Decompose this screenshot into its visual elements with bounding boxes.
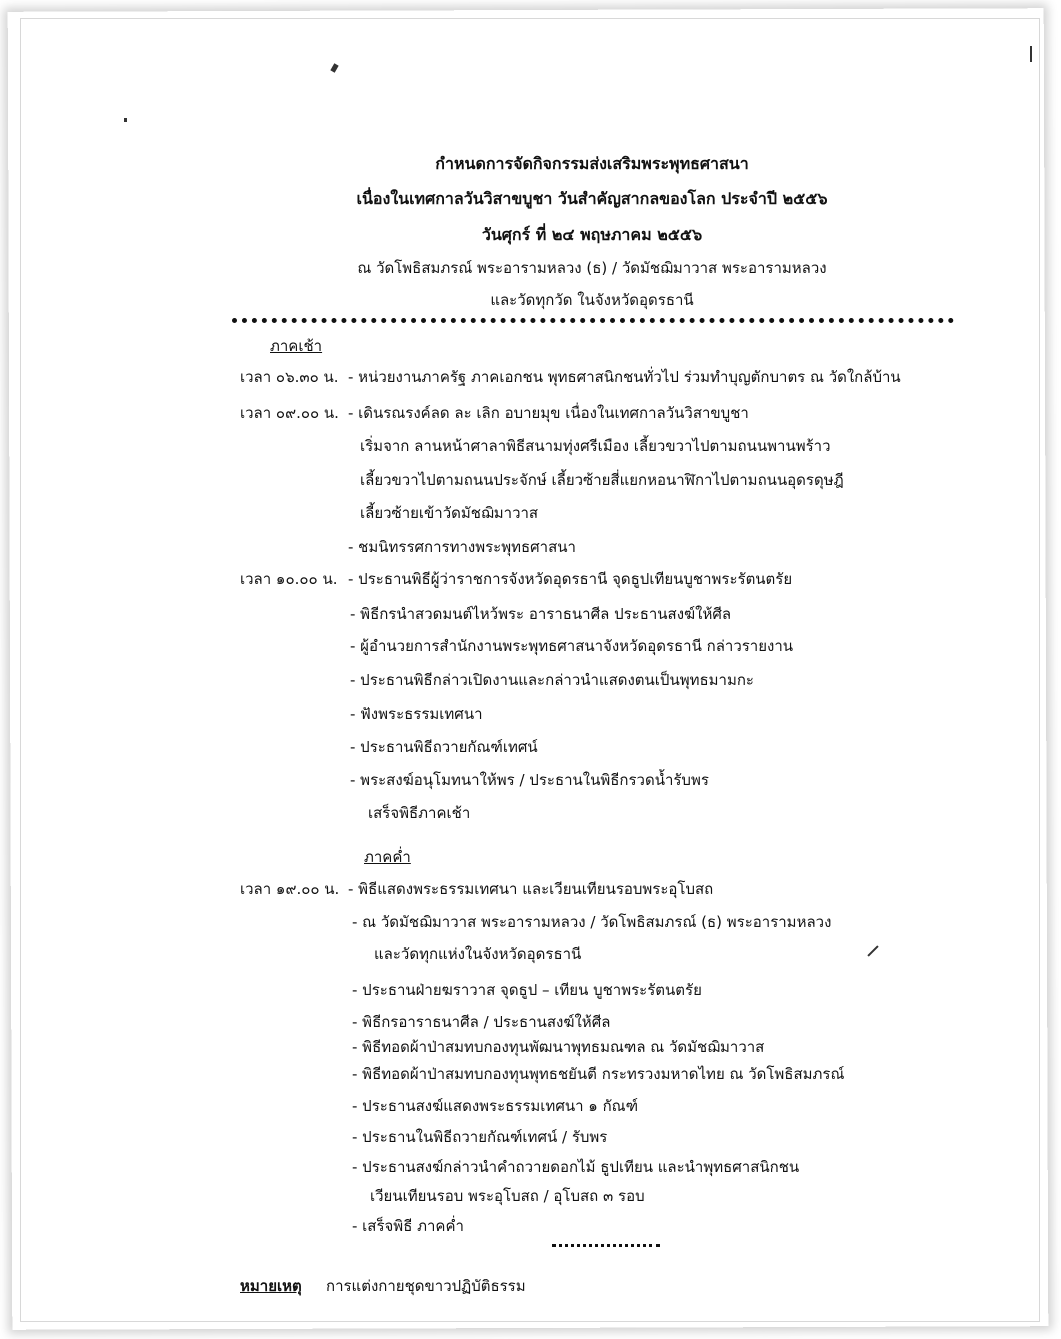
agenda-item: - ประธานในพิธีถวายกัณฑ์เทศน์ / รับพร [352, 1128, 608, 1146]
agenda-item: เวียนเทียนรอบ พระอุโบสถ / อุโบสถ ๓ รอบ [370, 1187, 645, 1205]
time-label: เวลา ๑๐.๐๐ น. [240, 570, 338, 588]
agenda-item: - พิธีกรนำสวดมนต์ไหว้พระ อาราธนาศีล ประธานสงฆ์ให้ศีล [350, 605, 732, 623]
section-heading-morning: ภาคเช้า [270, 337, 323, 355]
time-label: เวลา ๑๙.๐๐ น. [240, 880, 340, 898]
doc-title-line-3: วันศุกร์ ที่ ๒๔ พฤษภาคม ๒๕๕๖ [481, 225, 703, 244]
agenda-item: เลี้ยวขวาไปตามถนนประจักษ์ เลี้ยวซ้ายสี่แยกหอนาฬิกาไปตามถนนอุดรดุษฎี [360, 471, 844, 489]
agenda-item: - ประธานฝ่ายฆราวาส จุดธูป – เทียน บูชาพระรัตนตรัย [352, 981, 702, 999]
doc-title-line-4: ณ วัดโพธิสมภรณ์ พระอารามหลวง (ธ) / วัดมัชฌิมาวาส พระอารามหลวง [357, 259, 827, 277]
dotted-end-mark [552, 1244, 660, 1247]
agenda-item: - พิธีกรอาราธนาศีล / ประธานสงฆ์ให้ศีล [352, 1013, 611, 1031]
dotted-separator [232, 318, 954, 323]
note-label: หมายเหตุ [240, 1277, 302, 1295]
section-heading-evening: ภาคค่ำ [364, 848, 411, 866]
doc-title-line-2: เนื่องในเทศกาลวันวิสาขบูชา วันสำคัญสากลของโลก ประจำปี ๒๕๕๖ [356, 189, 828, 208]
agenda-item: เลี้ยวซ้ายเข้าวัดมัชฌิมาวาส [360, 504, 539, 522]
agenda-item: - พระสงฆ์อนุโมทนาให้พร / ประธานในพิธีกรวดน้ำรับพร [350, 771, 709, 789]
agenda-item: - ชมนิทรรศการทางพระพุทธศาสนา [348, 538, 576, 556]
agenda-item: - ฟังพระธรรมเทศนา [350, 705, 483, 723]
time-label: เวลา ๐๖.๓๐ น. [240, 368, 339, 386]
agenda-item: เริ่มจาก ลานหน้าศาลาพิธีสนามทุ่งศรีเมือง เลี้ยวขวาไปตามถนนพานพร้าว [360, 437, 831, 455]
agenda-item: - ณ วัดมัชฌิมาวาส พระอารามหลวง / วัดโพธิสมภรณ์ (ธ) พระอารามหลวง [352, 913, 832, 931]
agenda-item: - ประธานพิธีกล่าวเปิดงานและกล่าวนำแสดงตนเป็นพุทธมามกะ [350, 671, 754, 689]
agenda-item: - พิธีทอดผ้าป่าสมทบกองทุนพัฒนาพุทธมณฑล ณ วัดมัชฌิมาวาส [352, 1038, 765, 1056]
agenda-item: - ประธานพิธีถวายกัณฑ์เทศน์ [350, 738, 538, 756]
agenda-item: - ผู้อำนวยการสำนักงานพระพุทธศาสนาจังหวัดอุดรธานี กล่าวรายงาน [350, 637, 794, 655]
scan-speck [124, 118, 127, 122]
agenda-item: - พิธีแสดงพระธรรมเทศนา และเวียนเทียนรอบพระอุโบสถ [348, 880, 714, 898]
agenda-item: - ประธานสงฆ์กล่าวนำคำถวายดอกไม้ ธูปเทียน และนำพุทธศาสนิกชน [352, 1158, 800, 1176]
agenda-item: - พิธีทอดผ้าป่าสมทบกองทุนพุทธชยันตี กระทรวงมหาดไทย ณ วัดโพธิสมภรณ์ [352, 1065, 845, 1083]
agenda-item: - เสร็จพิธี ภาคค่ำ [352, 1217, 464, 1235]
doc-title-line-1: กำหนดการจัดกิจกรรมส่งเสริมพระพุทธศาสนา [435, 154, 749, 173]
agenda-item: - เดินรณรงค์ลด ละ เลิก อบายมุข เนื่องในเทศกาลวันวิสาขบูชา [348, 404, 749, 422]
agenda-item: เสร็จพิธีภาคเช้า [368, 804, 471, 822]
doc-title-line-5: และวัดทุกวัด ในจังหวัดอุดรธานี [490, 291, 694, 309]
time-label: เวลา ๐๙.๐๐ น. [240, 404, 339, 422]
agenda-item: - ประธานพิธีผู้ว่าราชการจังหวัดอุดรธานี จุดธูปเทียนบูชาพระรัตนตรัย [348, 570, 793, 588]
note-text: การแต่งกายชุดขาวปฏิบัติธรรม [326, 1277, 526, 1295]
agenda-item: - ประธานสงฆ์แสดงพระธรรมเทศนา ๑ กัณฑ์ [352, 1097, 639, 1115]
scan-speck [1030, 46, 1032, 62]
agenda-item: และวัดทุกแห่งในจังหวัดอุดรธานี [374, 945, 582, 963]
agenda-item: - หน่วยงานภาครัฐ ภาคเอกชน พุทธศาสนิกชนทั่วไป ร่วมทำบุญตักบาตร ณ วัดใกล้บ้าน [348, 368, 901, 386]
